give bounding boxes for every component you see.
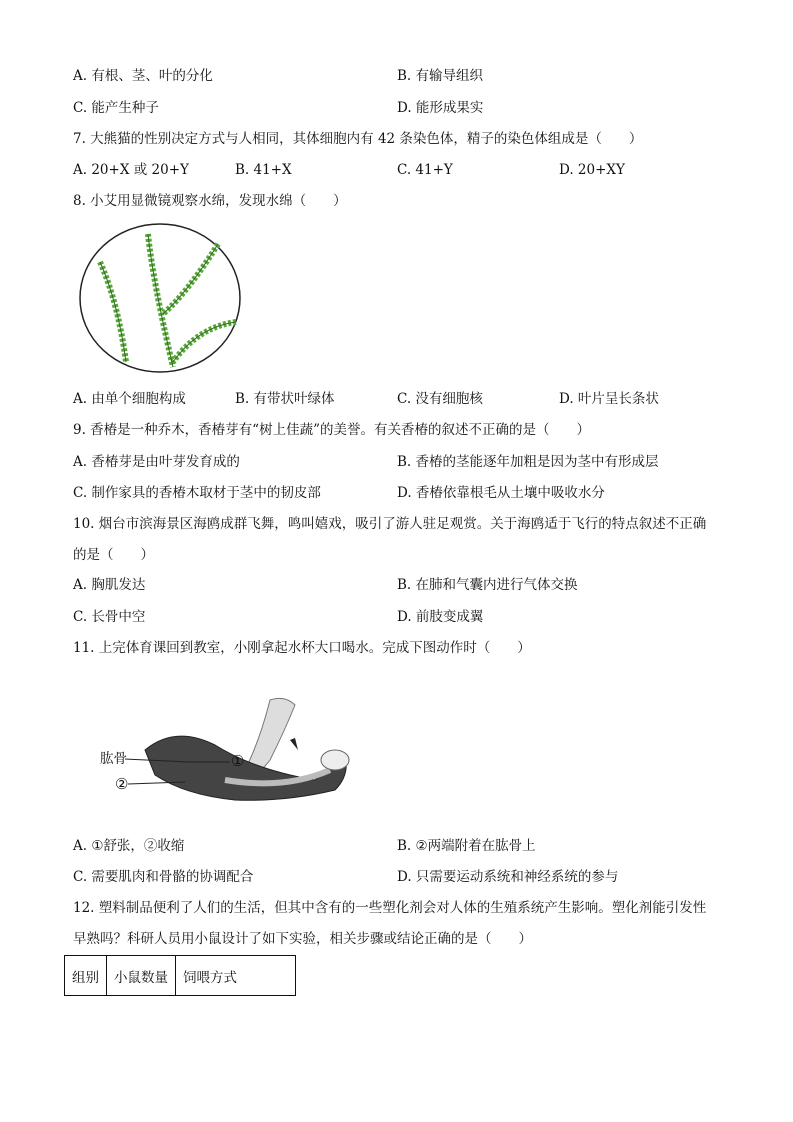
q7-option-b: B. 41+X [235, 162, 292, 178]
q11-option-c: C. 需要肌肉和骨骼的协调配合 [73, 869, 254, 885]
q11-option-b: B. ②两端附着在肱骨上 [397, 838, 536, 854]
q10-option-c: C. 长骨中空 [73, 609, 146, 625]
q8-option-a: A. 由单个细胞构成 [73, 391, 186, 407]
label-muscle-2: ② [115, 775, 129, 793]
spirogyra-microscope-figure [78, 222, 244, 374]
q9-option-d: D. 香椿依靠根毛从土壤中吸收水分 [397, 485, 605, 501]
q9-option-a: A. 香椿芽是由叶芽发育成的 [73, 454, 240, 470]
q7-option-c: C. 41+Y [397, 162, 453, 178]
q11-option-a: A. ①舒张，②收缩 [73, 838, 185, 854]
label-muscle-1: ① [231, 752, 245, 770]
q11-stem: 11. 上完体育课回到教室，小刚拿起水杯大口喝水。完成下图动作时（ ） [73, 640, 531, 656]
table-header-row [65, 956, 296, 996]
header-mouse-count: 小鼠数量 [107, 956, 176, 996]
q6-option-d: D. 能形成果实 [397, 100, 484, 116]
q9-option-b: B. 香椿的茎能逐年加粗是因为茎中有形成层 [397, 454, 659, 470]
q9-option-c: C. 制作家具的香椿木取材于茎中的韧皮部 [73, 485, 321, 501]
q12-stem-line2: 早熟吗？科研人员用小鼠设计了如下实验，相关步骤或结论正确的是（ ） [73, 931, 532, 947]
q6-option-a: A. 有根、茎、叶的分化 [73, 68, 213, 84]
q10-stem-line2: 的是（ ） [73, 547, 154, 563]
arm-muscle-figure [95, 690, 365, 815]
q7-option-a: A. 20+X 或 20+Y [73, 162, 189, 178]
q10-option-a: A. 胸肌发达 [73, 577, 146, 593]
q8-option-d: D. 叶片呈长条状 [559, 391, 659, 407]
header-group: 组别 [65, 956, 107, 996]
q11-option-d: D. 只需要运动系统和神经系统的参与 [397, 869, 619, 885]
q6-option-b: B. 有输导组织 [397, 68, 484, 84]
q10-option-b: B. 在肺和气囊内进行气体交换 [397, 577, 578, 593]
header-feeding-method: 饲喂方式 [176, 956, 296, 996]
label-humerus: 肱骨 [100, 751, 127, 767]
q10-option-d: D. 前肢变成翼 [397, 609, 484, 625]
experiment-table [64, 955, 296, 996]
q8-stem: 8. 小艾用显微镜观察水绵，发现水绵（ ） [73, 193, 347, 209]
q12-stem-line1: 12. 塑料制品便利了人们的生活，但其中含有的一些塑化剂会对人体的生殖系统产生影响。塑化剂能引发性 [73, 900, 707, 916]
q10-stem-line1: 10. 烟台市滨海景区海鸥成群飞舞，鸣叫嬉戏，吸引了游人驻足观赏。关于海鸥适于飞行的特点叙述不正确 [73, 516, 707, 532]
q7-stem: 7. 大熊猫的性别决定方式与人相同，其体细胞内有 42 条染色体，精子的染色体组成是（ ） [73, 131, 643, 147]
q8-option-b: B. 有带状叶绿体 [235, 391, 335, 407]
q7-option-d: D. 20+XY [559, 162, 625, 178]
q6-option-c: C. 能产生种子 [73, 100, 159, 116]
q9-stem: 9. 香椿是一种乔木，香椿芽有“树上佳蔬”的美誉。有关香椿的叙述不正确的是（ ） [73, 422, 590, 438]
q8-option-c: C. 没有细胞核 [397, 391, 483, 407]
